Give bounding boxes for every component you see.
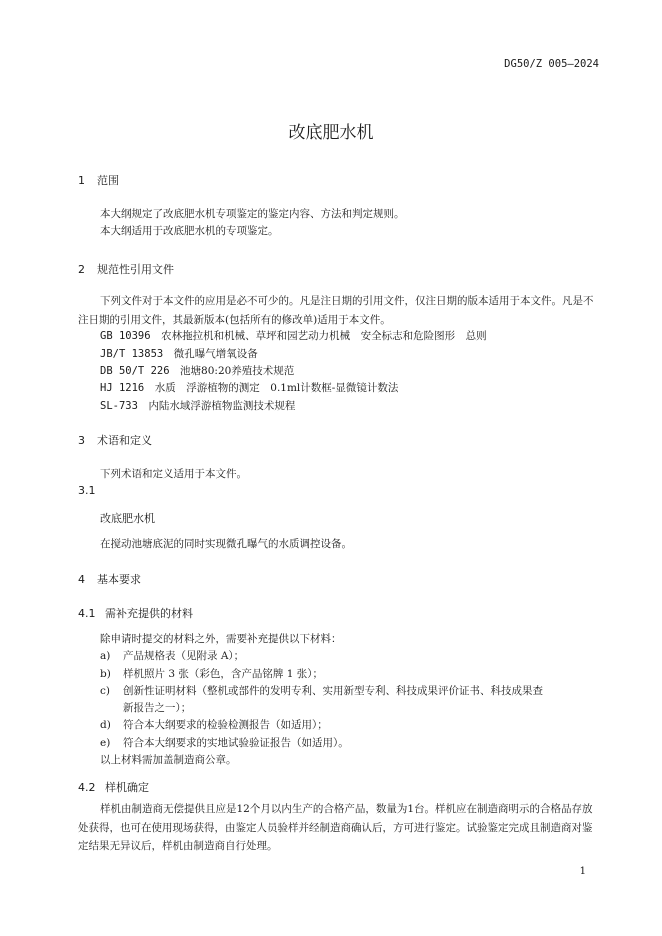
term-name: 改底肥水机	[100, 512, 155, 525]
list-item-text: 创新性证明材料（整机或部件的发明专利、实用新型专利、科技成果评价证书、科技成果查	[123, 685, 543, 697]
list-item-label: e)	[100, 737, 111, 749]
section-number: 1	[78, 174, 85, 187]
section-title: 基本要求	[97, 573, 141, 586]
list-item-label: b)	[100, 668, 111, 680]
section-title: 范围	[97, 174, 119, 187]
section-3-heading	[78, 432, 152, 448]
term-definition: 在搅动池塘底泥的同时实现微孔曝气的水质调控设备。	[100, 538, 352, 550]
list-item-text: 符合本大纲要求的实地试验验证报告（如适用）。	[123, 737, 349, 749]
subsection-number: 4.1	[78, 607, 96, 620]
reference-name: 内陆水域浮游植物监测技术规程	[148, 400, 296, 412]
list-item	[100, 647, 244, 665]
list-item-label: a)	[100, 650, 111, 662]
page-number: 1	[579, 866, 586, 877]
list-item-text: 产品规格表（见附录 A）；	[123, 650, 245, 662]
section-3-intro: 下列术语和定义适用于本文件。	[100, 468, 247, 480]
reference-name: 池塘80:20养殖技术规范	[180, 365, 295, 377]
section-2-heading	[78, 261, 174, 277]
reference-item	[100, 397, 295, 415]
reference-code: SL-733	[100, 400, 138, 412]
section-1-heading	[78, 172, 119, 188]
reference-item	[100, 345, 258, 363]
list-item	[100, 716, 328, 734]
section-number: 4	[78, 573, 85, 586]
reference-name: 水质 浮游植物的测定 0.1ml计数框-显微镜计数法	[154, 382, 399, 394]
subsection-4-1-intro: 除申请时提交的材料之外，需要补充提供以下材料：	[100, 633, 342, 645]
section-1-paragraph: 本大纲适用于改底肥水机的专项鉴定。	[100, 225, 279, 237]
reference-item	[100, 379, 398, 397]
list-item-label: c)	[100, 685, 110, 697]
list-item	[100, 734, 349, 752]
reference-name: 微孔曝气增氧设备	[173, 348, 258, 360]
section-1-paragraph: 本大纲规定了改底肥水机专项鉴定的鉴定内容、方法和判定规则。	[100, 208, 405, 220]
document-code: DG50/Z 005—2024	[504, 58, 599, 70]
section-2-intro: 下列文件对于本文件的应用是必不可少的。凡是注日期的引用文件，仅注日期的版本适用于本文件。凡是不注日期的引用文件，其最新版本(包括所有的修改单)适用于本文件。	[78, 295, 594, 326]
subsection-4-1-heading	[78, 605, 193, 621]
section-4-heading	[78, 571, 141, 587]
subsection-4-2-paragraph: 样机由制造商无偿提供且应是12个月以内生产的合格产品，数量为1台。样机应在制造商明示的合格品存放处获得，也可在使用现场获得，由鉴定人员验样并经制造商确认后，方可进行鉴定。试验鉴定完成且制造商对鉴定结果无异议后，样机由制造商自行处理。	[78, 803, 593, 852]
list-item	[100, 682, 543, 700]
reference-code: DB 50/T 226	[100, 365, 170, 377]
reference-item	[100, 362, 294, 380]
term-number: 3.1	[78, 484, 96, 497]
reference-item	[100, 327, 487, 345]
list-item-text: 符合本大纲要求的检验检测报告（如适用）；	[123, 719, 328, 731]
list-item-text: 样机照片 3 张（彩色，含产品铭牌 1 张）；	[123, 668, 323, 680]
reference-code: HJ 1216	[100, 382, 145, 394]
list-item-continuation: 新报告之一）；	[123, 702, 192, 714]
section-title: 术语和定义	[97, 434, 152, 447]
section-title: 规范性引用文件	[97, 263, 174, 276]
document-title: 改底肥水机	[288, 123, 374, 143]
reference-name: 农林拖拉机和机械、草坪和园艺动力机械 安全标志和危险图形 总则	[161, 330, 487, 342]
list-item	[100, 665, 323, 683]
subsection-4-2-heading	[78, 779, 149, 795]
reference-code: GB 10396	[100, 330, 151, 342]
section-number: 3	[78, 434, 85, 447]
section-number: 2	[78, 263, 85, 276]
reference-code: JB/T 13853	[100, 348, 164, 360]
subsection-number: 4.2	[78, 781, 96, 794]
subsection-4-1-outro: 以上材料需加盖制造商公章。	[100, 754, 237, 766]
list-item-label: d)	[100, 719, 111, 731]
subsection-title: 样机确定	[105, 781, 149, 794]
subsection-title: 需补充提供的材料	[105, 607, 193, 620]
